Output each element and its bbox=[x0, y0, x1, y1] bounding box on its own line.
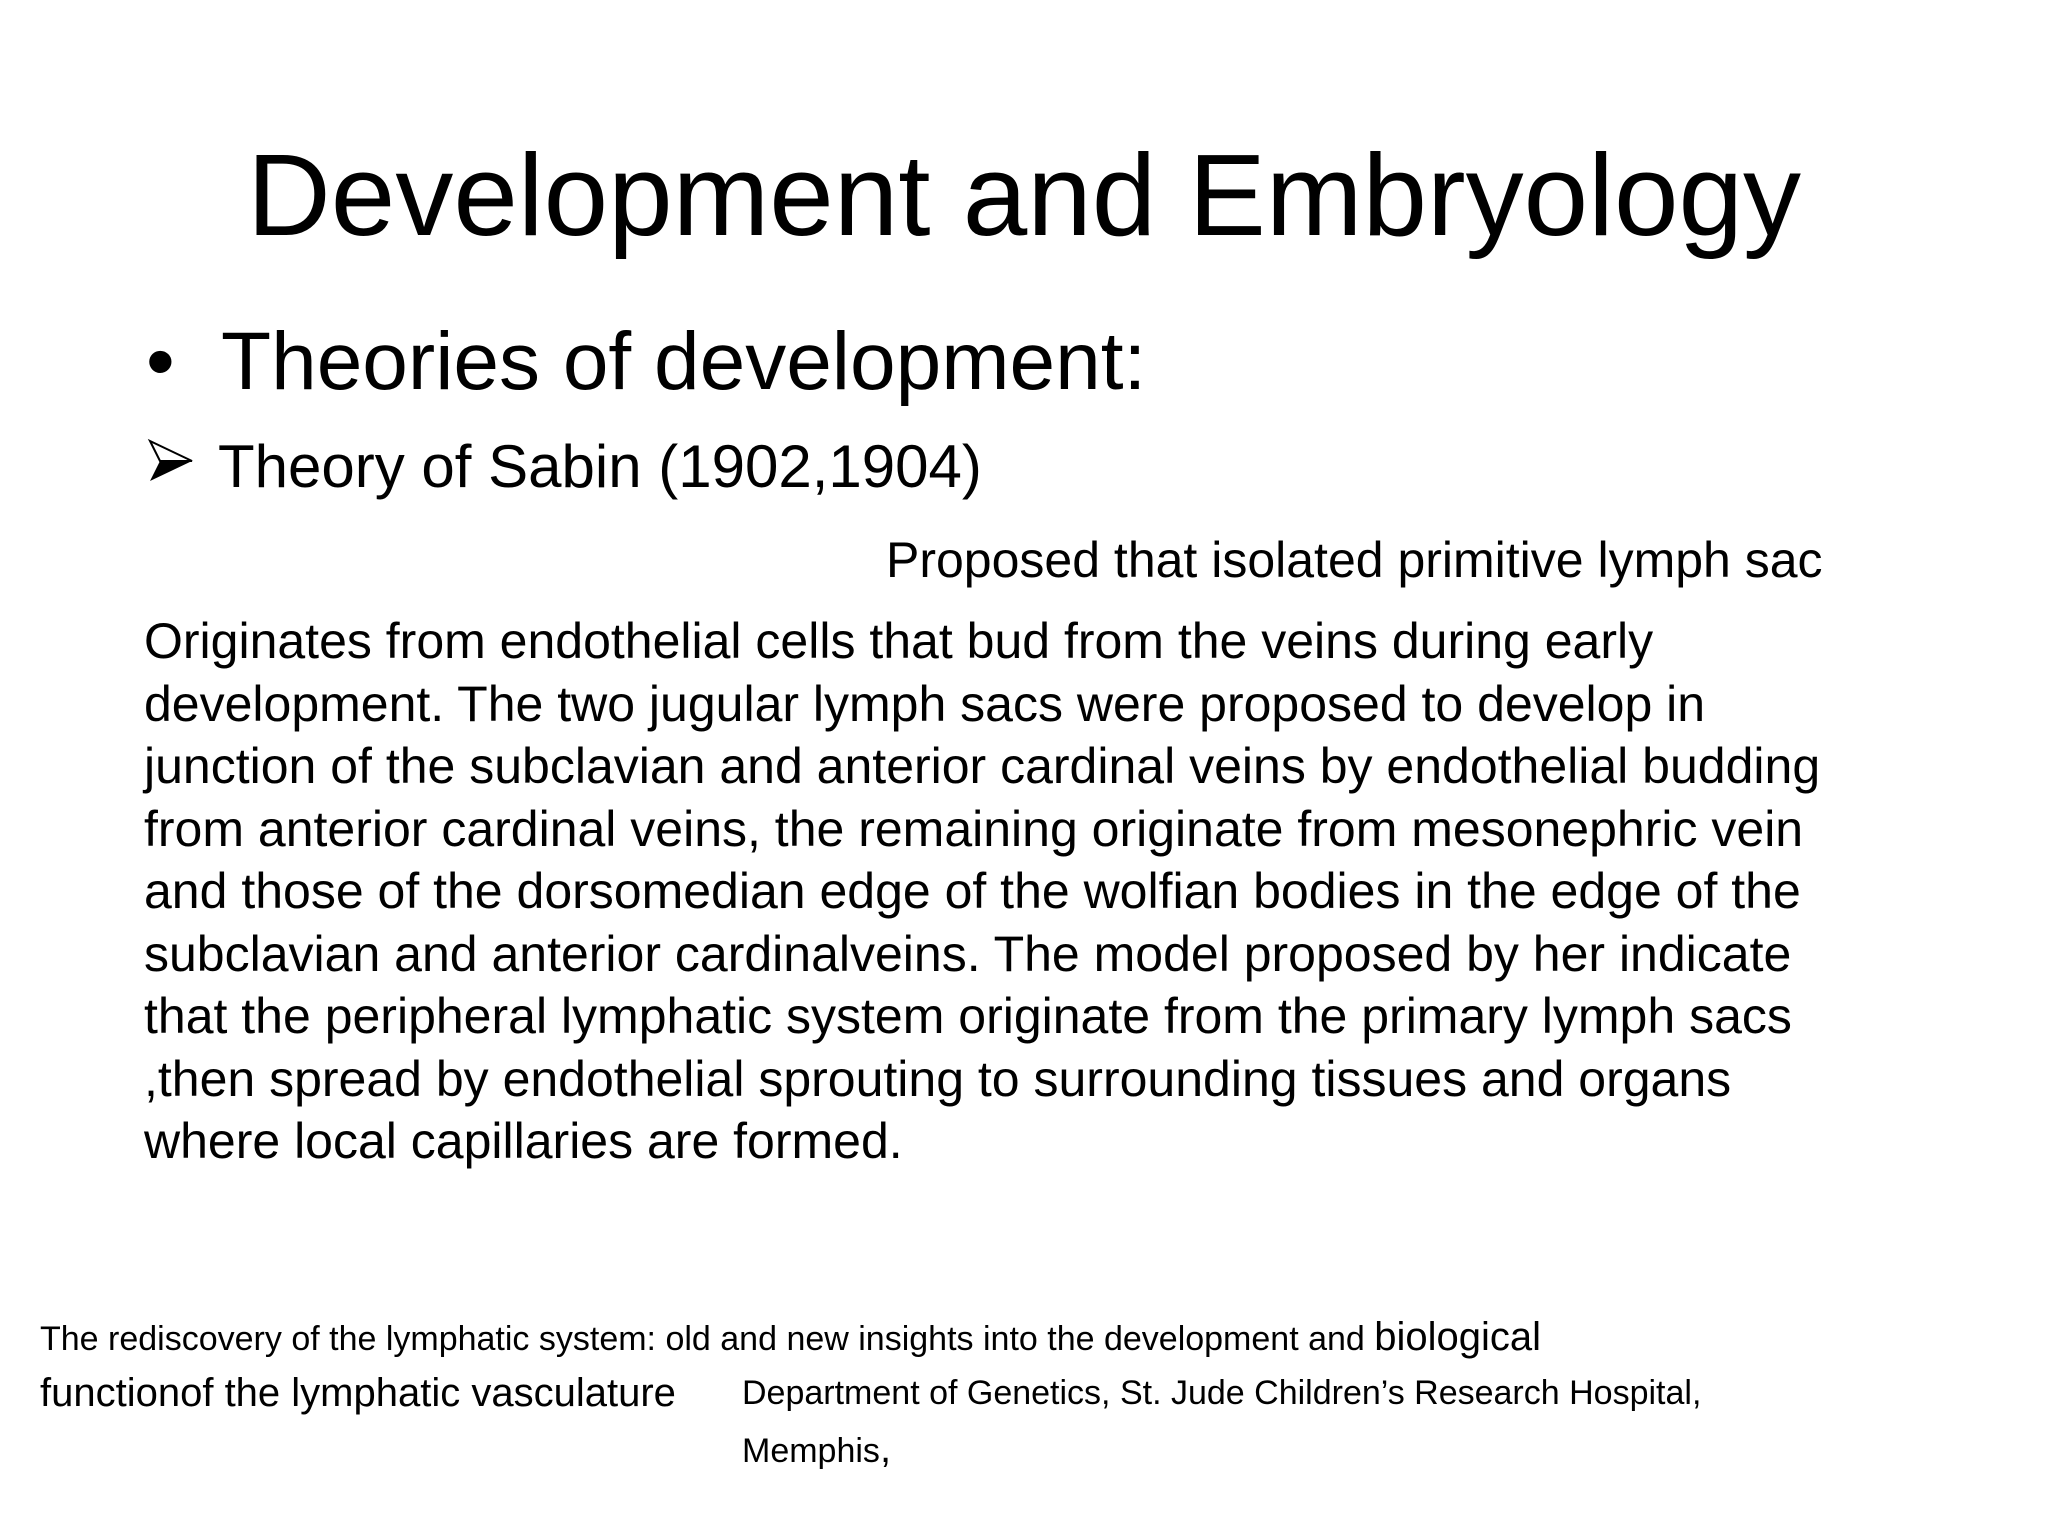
reference-city: Memphis bbox=[742, 1432, 880, 1470]
body-line: Originates from endothelial cells that bud from the veins during early bbox=[144, 613, 1654, 669]
body-line: junction of the subclavian and anterior cardinal veins by endothelial budding bbox=[144, 738, 1821, 794]
reference-title-part-1: The rediscovery of the lymphatic system: old and new insights into the development and bbox=[40, 1320, 1375, 1358]
proposed-line: Proposed that isolated primitive lymph sac bbox=[886, 532, 1823, 588]
body-line: ,then spread by endothelial sprouting to surrounding tissues and organs bbox=[144, 1050, 1732, 1107]
reference-city-line bbox=[742, 1426, 891, 1474]
body-line: that the peripheral lymphatic system originate from the primary lymph sacs bbox=[144, 988, 1792, 1044]
body-line: from anterior cardinal veins, the remaining originate from mesonephric vein bbox=[144, 800, 1804, 857]
reference-title-part-2: biological bbox=[1374, 1315, 1542, 1359]
arrow-bullet-icon bbox=[146, 437, 218, 497]
body-line: development. The two jugular lymph sacs were proposed to develop in bbox=[144, 675, 1706, 732]
sub-bullet-text: Theory of Sabin (1902,1904) bbox=[218, 433, 982, 500]
reference-line-1 bbox=[40, 1314, 1541, 1362]
reference-block bbox=[40, 1314, 2000, 1494]
reference-line-2: functionof the lymphatic vasculature bbox=[40, 1371, 676, 1415]
slide-title: Development and Embryology bbox=[247, 130, 1801, 260]
bullet-dot-icon: • bbox=[146, 316, 175, 407]
bullet-text: Theories of development: bbox=[221, 316, 1147, 407]
body-paragraph bbox=[144, 610, 1944, 1173]
body-line: where local capillaries are formed. bbox=[144, 1113, 903, 1169]
sub-bullet-sabin bbox=[146, 432, 982, 502]
reference-department: Department of Genetics, St. Jude Children’s Research Hospital, bbox=[742, 1374, 1702, 1412]
body-line: and those of the dorsomedian edge of the wolfian bodies in the edge of the bbox=[144, 863, 1801, 919]
body-line: subclavian and anterior cardinalveins. The model proposed by her indicate bbox=[144, 925, 1792, 982]
bullet-theories bbox=[146, 316, 1146, 408]
reference-city-comma: , bbox=[879, 1427, 892, 1471]
